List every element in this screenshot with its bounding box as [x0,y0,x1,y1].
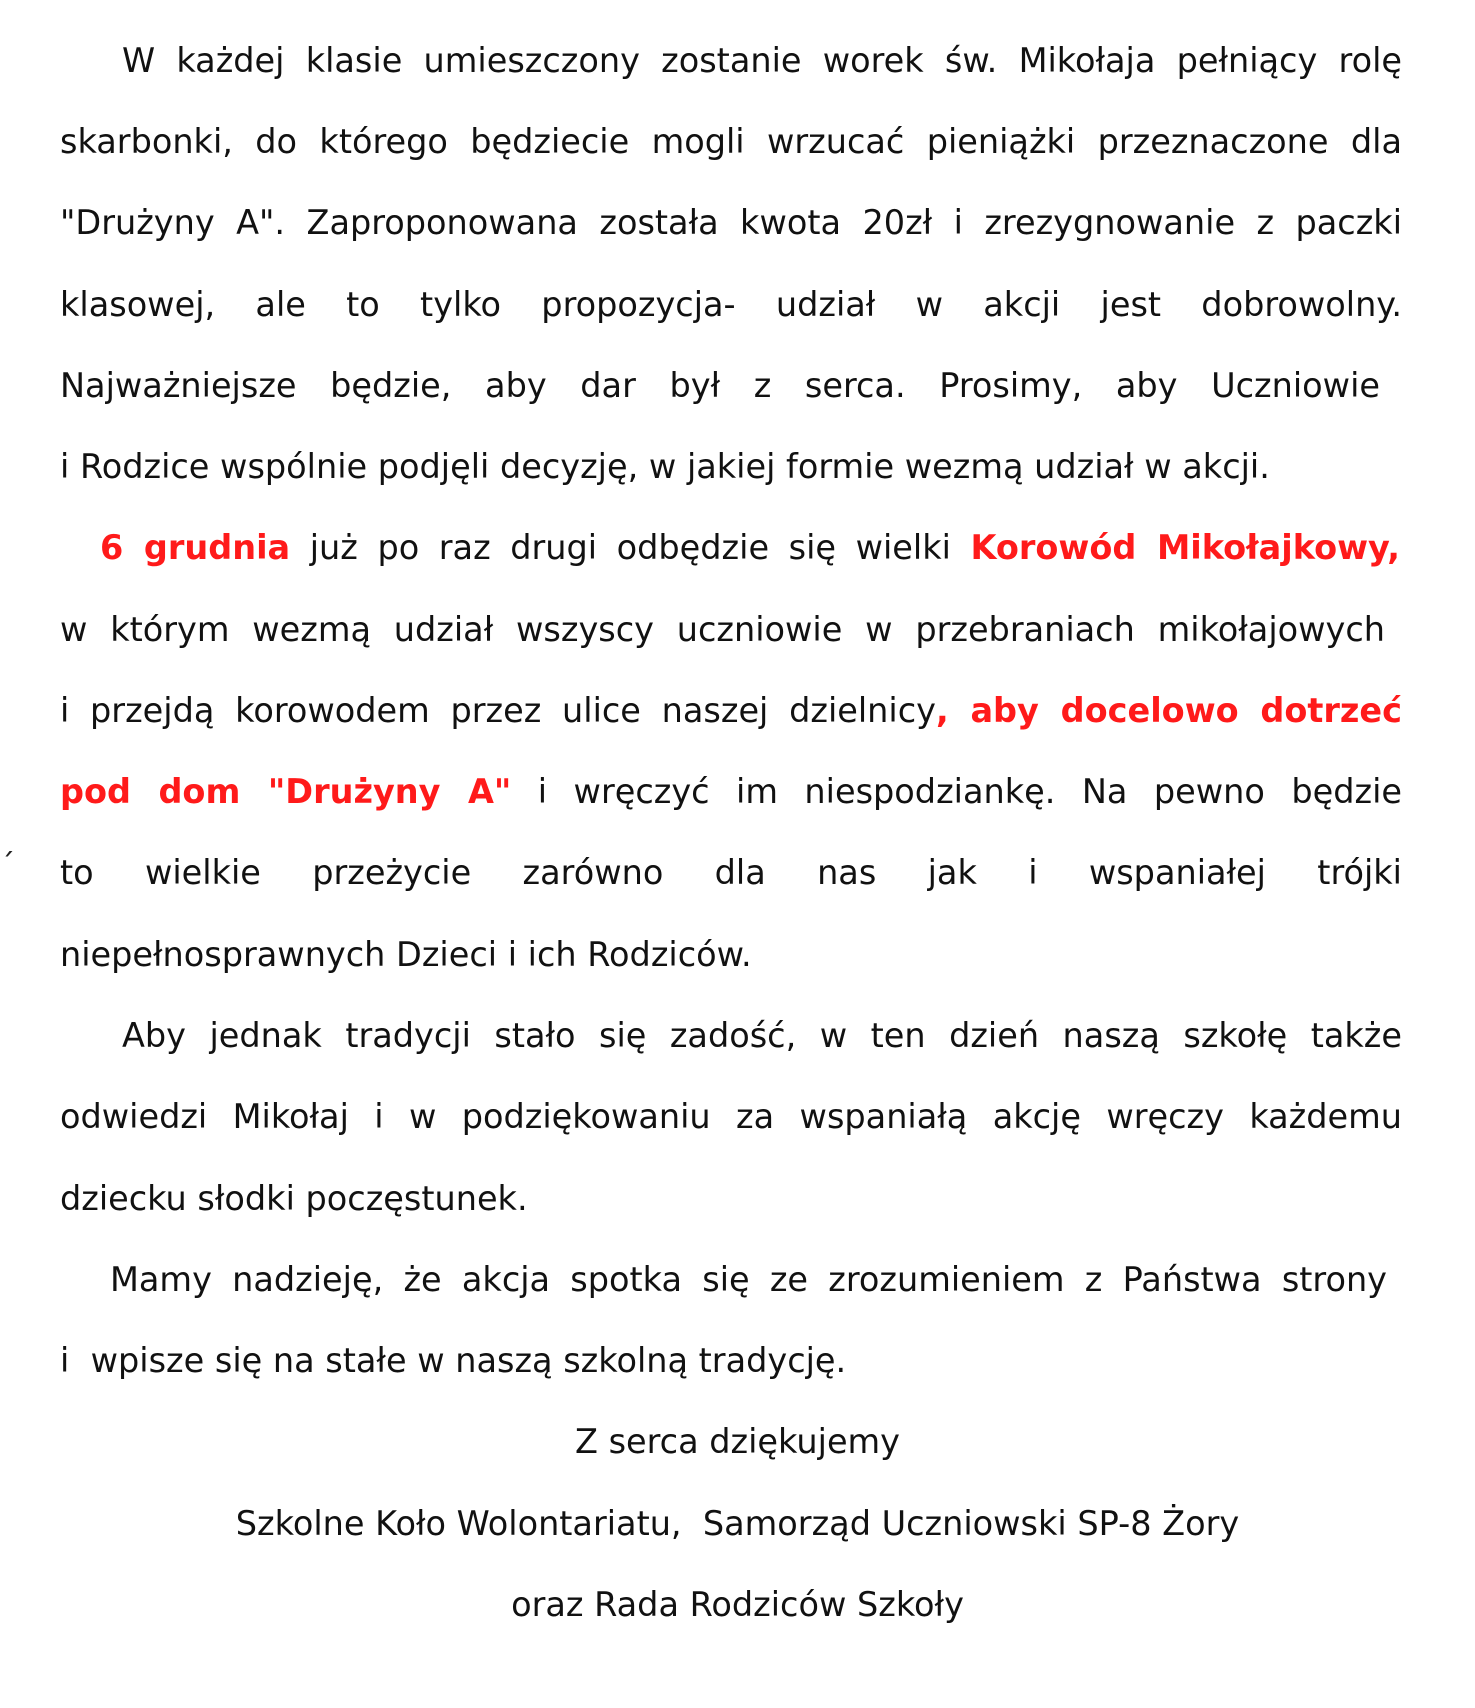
paragraph-1-line-1: W każdej klasie umieszczony zostanie worek św. Mikołaja pełniący rolę [122,41,1402,80]
paragraph-3-line-3: dziecku słodki poczęstunek. [60,1179,528,1218]
paragraph-1-line-6: i Rodzice wspólnie podjęli decyzję, w jakiej formie wezmą udział w akcji. [60,447,1270,486]
paragraph-3-line-1: Aby jednak tradycji stało się zadość, w ten dzień naszą szkołę także [122,1016,1402,1055]
margin-mark: ´ [0,848,15,883]
paragraph-1-line-4: klasowej, ale to tylko propozycja- udział w akcji jest dobrowolny. [60,285,1402,324]
closing-thanks: Z serca dziękujemy [574,1422,901,1461]
paragraph-4-line-1: Mamy nadzieję, że akcja spotka się ze zrozumieniem z Państwa strony [110,1260,1387,1299]
paragraph-2-line-4-highlight: pod dom "Drużyny A" [60,772,512,811]
event-date: 6 grudnia [100,528,291,567]
closing-signatories: Szkolne Koło Wolontariatu, Samorząd Uczniowski SP-8 Żory [235,1504,1240,1543]
paragraph-2-line-3-text: i przejdą korowodem przez ulice naszej dzielnicy [60,691,936,730]
paragraph-2-line-5: to wielkie przeżycie zarówno dla nas jak i wspaniałej trójki [60,853,1402,892]
paragraph-2-text: już po raz drugi odbędzie się wielki [290,528,971,567]
paragraph-1-line-3: "Drużyny A". Zaproponowana została kwota 20zł i zrezygnowanie z paczki [60,203,1402,242]
paragraph-2-line-3-highlight: , aby docelowo dotrzeć [935,691,1403,730]
paragraph-1-line-5: Najważniejsze będzie, aby dar był z serca. Prosimy, aby Uczniowie [60,366,1380,405]
paragraph-2-line-4 [60,772,1402,812]
paragraph-4-line-2: i wpisze się na stałe w naszą szkolną tradycję. [60,1341,847,1380]
event-name: Korowód Mikołajkowy, [970,528,1400,567]
paragraph-1-line-2: skarbonki, do którego będziecie mogli wrzucać pieniążki przeznaczone dla [60,122,1402,161]
paragraph-3-line-2: odwiedzi Mikołaj i w podziękowaniu za wspaniałą akcję wręczy każdemu [60,1097,1402,1136]
closing-council: oraz Rada Rodziców Szkoły [511,1585,964,1624]
paragraph-2-line-3 [60,691,1402,731]
paragraph-2-line-2: w którym wezmą udział wszyscy uczniowie w przebraniach mikołajowych [60,610,1385,649]
paragraph-2-line-6: niepełnosprawnych Dzieci i ich Rodziców. [60,935,752,974]
paragraph-2-line-1 [60,528,1400,568]
paragraph-2-line-4-text: i wręczyć im niespodziankę. Na pewno będzie [511,772,1402,811]
